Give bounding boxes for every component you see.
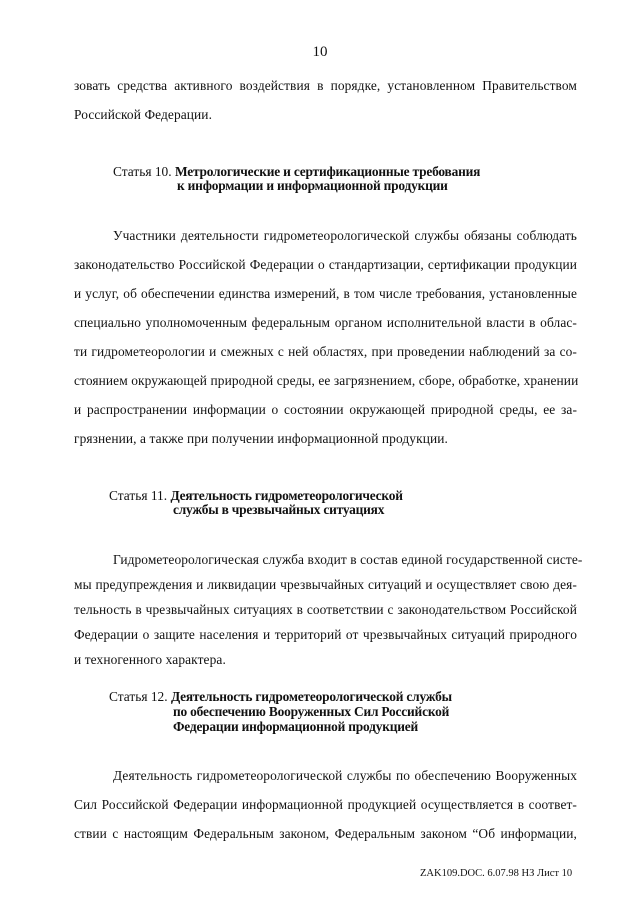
article-10-heading-line-2 <box>177 178 448 193</box>
article-10-body-line: Участники деятельности гидрометеорологической службы обязаны соблюдать <box>113 228 577 243</box>
article-12-title-line-3: Федерации информационной продукцией <box>173 719 419 734</box>
article-11-body-line: мы предупреждения и ликвидации чрезвычайных ситуаций и осуществляет свою дея- <box>74 577 577 592</box>
article-10-body-line: специально уполномоченным федеральным органом исполнительной власти в облас- <box>74 315 577 330</box>
article-10-body-line: и услуг, об обеспечении единства измерений, в том числе требования, установленные <box>74 286 577 301</box>
article-10-title-line-1: Метрологические и сертификационные требования <box>174 164 481 179</box>
article-10-body-line: законодательство Российской Федерации о стандартизации, сертификации продукции <box>74 257 577 272</box>
article-11-title-line-1: Деятельность гидрометеорологической <box>170 488 403 503</box>
article-12-heading-line-2 <box>173 704 449 719</box>
continuation-line-1: зовать средства активного воздействия в порядке, установленном Правительством <box>74 78 577 93</box>
continuation-line-2: Российской Федерации. <box>74 107 213 122</box>
article-12-title-line-2: по обеспечению Вооруженных Сил Российской <box>173 704 450 719</box>
article-12-body-line: Сил Российской Федерации информационной продукцией осуществляется в соответ- <box>74 797 577 812</box>
article-11-heading-line-2 <box>173 502 384 517</box>
article-11-heading-line-1 <box>109 488 403 503</box>
article-10-body-line: стоянием окружающей природной среды, ее загрязнением, сборе, обработке, хранении <box>74 373 579 388</box>
article-12-title-line-1: Деятельность гидрометеорологической службы <box>170 689 452 704</box>
article-10-body-line: грязнении, а также при получении информационной продукции. <box>74 431 448 446</box>
article-11-body-line: и техногенного характера. <box>74 652 226 667</box>
article-12-body-line: Деятельность гидрометеорологической службы по обеспечению Вооруженных <box>113 768 577 783</box>
article-10-title-line-2: к информации и информационной продукции <box>177 178 448 193</box>
article-11-prefix: Статья 11. <box>109 488 168 503</box>
article-11-body-line: Гидрометеорологическая служба входит в состав единой государственной систе- <box>113 552 583 567</box>
article-11-title-line-2: службы в чрезвычайных ситуациях <box>173 502 385 517</box>
article-12-heading-line-3 <box>173 719 418 734</box>
article-11-body-line: Федерации о защите населения и территорий от чрезвычайных ситуаций природного <box>74 627 577 642</box>
article-11-body-line: тельность в чрезвычайных ситуациях в соответствии с законодательством Российской <box>74 602 577 617</box>
article-10-body-line: ти гидрометеорологии и смежных с ней областях, при проведении наблюдений за со- <box>74 344 577 359</box>
article-10-prefix: Статья 10. <box>113 164 172 179</box>
article-12-prefix: Статья 12. <box>109 689 168 704</box>
page-number: 10 <box>312 44 328 60</box>
article-10-heading-line-1 <box>113 164 480 179</box>
article-12-body-line: ствии с настоящим Федеральным законом, Федеральным законом “Об информации, <box>74 826 577 841</box>
article-12-heading-line-1 <box>109 689 452 704</box>
page-footer: ZAK109.DOC. 6.07.98 НЗ Лист 10 <box>420 868 573 879</box>
article-10-body-line: и распространении информации о состоянии окружающей природной среды, ее за- <box>74 402 577 417</box>
